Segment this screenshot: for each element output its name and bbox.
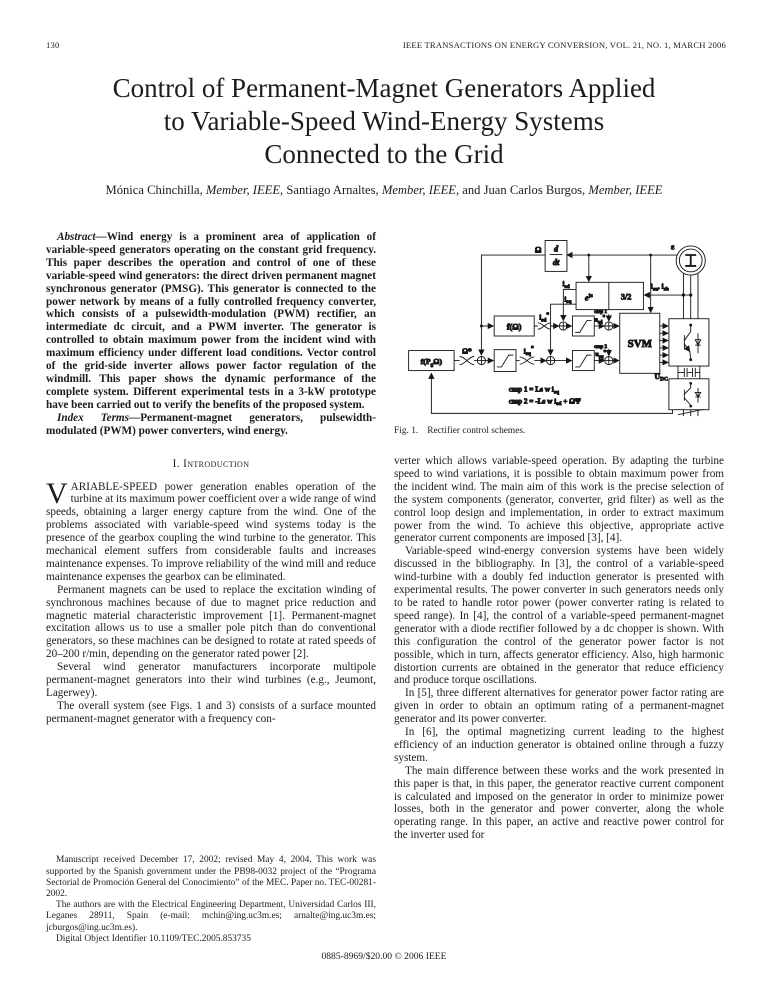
first-page-footnote	[46, 855, 376, 945]
isd-ref-label: $i_{sd}^*$	[539, 311, 550, 324]
drop-cap: V	[46, 476, 68, 510]
svg-text:SVM: SVM	[627, 337, 652, 350]
right-column	[394, 231, 724, 945]
generator-icon	[676, 246, 705, 275]
udc-label: $U_{DC}$	[654, 371, 668, 383]
left-column	[46, 231, 376, 945]
svg-text:isd: $i_{sd}$	[562, 279, 570, 290]
fomega-block	[494, 316, 534, 336]
intro-paragraph-1	[46, 476, 376, 584]
member-tag-1: Member, IEEE	[205, 183, 281, 197]
journal-header: IEEE TRANSACTIONS ON ENERGY CONVERSION, VOL. 21, NO. 1, MARCH 2006	[402, 40, 726, 50]
svg-text:d: d	[553, 244, 559, 254]
speed-sum-junction	[477, 356, 485, 364]
author-3: , and Juan Carlos Burgos,	[455, 183, 589, 197]
figure-1-caption-text: Rectifier control schemes.	[427, 426, 526, 436]
svg-text:isq: $i_{sq}$	[564, 295, 572, 306]
phase-lines	[644, 273, 698, 319]
paper-title	[0, 72, 768, 171]
ddt-block	[545, 240, 567, 271]
epsilon-label: ε	[670, 242, 675, 252]
intro-paragraph-4: The overall system (see Figs. 1 and 3) consists of a surface mounted permanent-magnet generator with a frequency con-	[46, 699, 376, 725]
rectifier-block	[669, 319, 709, 366]
section-heading-introduction: I. Introduction	[172, 457, 250, 470]
copyright-footer: 0885-8969/$20.00 © 2006 IEEE	[321, 951, 447, 962]
usq-ref-label: $u_{sq}^*$	[595, 350, 607, 360]
saturation-icon	[520, 357, 535, 364]
title-line-3: Connected to the Grid	[264, 139, 504, 169]
svg-text:3/2: 3/2	[620, 292, 632, 302]
cmp1-sum-junction	[605, 314, 613, 330]
member-tag-3: Member, IEEE	[588, 183, 663, 197]
cmp2-label: cmp 2	[594, 344, 607, 350]
dc-link-capacitors	[678, 366, 700, 379]
isab-label: $i_{sa}$, $i_{sb}$	[650, 281, 669, 293]
cmp2-equation: cmp 2 = -Ls w $i_{sd} + \Omega\Psi$	[508, 397, 581, 408]
svg-text:dt: dt	[552, 258, 560, 268]
cmp1-equation: cmp 1 = Ls w $i_{sq}$	[508, 385, 560, 396]
running-header	[46, 40, 726, 50]
figure-1-diagram	[394, 235, 729, 417]
isd-pi-block	[572, 316, 594, 336]
grid-connection	[678, 409, 703, 416]
body-paragraph-1: verter which allows variable-speed operation. By adapting the turbine speed to wind variations, it is possible to obtain maximum power from the incident wind. The main aim of this work is the precise selection of the system components (generator, converter, grid filter) as well as the control loop design and implementation, in order to extract maximum power from the wind. To achieve this objective, appropriate active generator current components are imposed [3], [4].	[394, 455, 724, 545]
cmp1-label: cmp 1	[594, 310, 607, 316]
omega-ref-label: Ω*	[462, 347, 472, 356]
author-line	[0, 183, 768, 198]
index-terms-text: Permanent-magnet generators, pulsewidth-modulated (PWM) power converters, wind energy.	[46, 411, 376, 437]
footnote-doi: Digital Object Identifier 10.1109/TEC.2005.853735	[56, 933, 251, 944]
footnote-affiliation: The authors are with the Electrical Engineering Department, Universidad Carlos III, Leganes 28911, Spain (e-mail: mchin@ing.uc3m.es; arnalte@ing.uc3m.es; jcburgos@ing.uc3m.es).	[46, 900, 376, 933]
svg-text:f(Ω): f(Ω)	[506, 322, 522, 332]
index-terms	[46, 412, 376, 438]
title-line-2: to Variable-Speed Wind-Energy Systems	[163, 106, 605, 136]
index-terms-label: Index Terms—	[57, 411, 141, 424]
page-number: 130	[46, 40, 60, 50]
abstract	[46, 231, 376, 412]
svm-gate-arrows	[660, 326, 668, 362]
footnote-manuscript: Manuscript received December 17, 2002; revised May 4, 2004. This work was supported by the Spanish government under the PB98-0032 project of the “Programa Sectorial de Promoción General del Conocimiento” of the MEC. Paper no. TEC-00281-2002.	[46, 855, 376, 899]
column-spacer	[46, 726, 376, 856]
isq-ref-label: $i_{sq}^*$	[523, 345, 534, 358]
member-tag-2: Member, IEEE	[381, 183, 456, 197]
omega-feedback-line	[481, 255, 545, 358]
author-1: Mónica Chinchilla,	[105, 183, 206, 197]
isd-sum-junction	[559, 322, 567, 330]
saturation-icon	[538, 323, 551, 329]
intro-paragraph-3: Several wind generator manufacturers incorporate multipole permanent-magnet generators into their wind turbines (e.g., Jeumont, Lagerwey).	[46, 661, 376, 699]
abstract-label: Abstract—	[57, 231, 107, 243]
usd-ref-label: $u_{sd}^*$	[594, 315, 606, 326]
body-paragraph-3: In [5], three different alternatives for generator power factor rating are given in order to obtain an optimum rating of a permanent-magnet generator and its power converter.	[394, 687, 724, 726]
figure-1-tag: Fig. 1.	[394, 426, 419, 436]
intro-paragraph-2: Permanent magnets can be used to replace the excitation winding of synchronous machines because of due to magnet price reduction and magnetic material characteristic improvement [1]. Permanent-magnet excitation allows us to use a smaller pole pitch than do conventional generators, so these machines can be designed to rotate at rated speeds of 20–200 r/min, depending on the generator rated power [2].	[46, 583, 376, 661]
park-transform-block	[576, 282, 643, 309]
abstract-text: Wind energy is a prominent area of application of variable-speed generators operating on the constant grid frequency. This paper describes the operation and control of one of these variable-speed wind generators: the direct driven permanent magnet synchronous generator (PMSG). This generator is connected to the power network by means of a fully controlled frequency converter, which consists of a pulsewidth-modulation (PWM) rectifier, an intermediate dc circuit, and a PWM inverter. The generator is controlled to obtain maximum power from the incident wind with maximum efficiency under different load conditions. Vector control of the grid-side inverter allows power factor regulation of the windmill. This paper shows the dynamic performance of the complete system. Different experimental tests in a 3-kW prototype have been carried out to verify the benefits of the proposed system.	[46, 231, 376, 411]
speed-pi-block	[494, 350, 516, 372]
saturation-icon	[460, 356, 475, 364]
intro-paragraph-1-text: power generation enables operation of the turbine at its maximum power coefficient over a wide range of wind speeds, obtaining a larger energy capture from the wind. One of the problems associated with variable-speed wind systems today is the presence of the gearbox coupling the wind turbine to the generator. This mechanical element suffers from considerable faults and increases maintenance expenses. To improve reliability of the wind mill and reduce maintenance expenses the gearbox can be eliminated.	[46, 480, 376, 583]
body-paragraph-4: In [6], the optimal magnetizing current leading to the highest efficiency of an induction generator is obtained online through a fuzzy system.	[394, 726, 724, 764]
figure-1	[394, 235, 724, 437]
svg-text:f(PgΩ): $f(P_g\Omega)$	[420, 357, 443, 369]
two-column-body	[46, 231, 724, 945]
svg-text:ejε: $e^{j\varepsilon}$	[584, 292, 593, 303]
fpg-block	[409, 351, 455, 371]
title-line-1: Control of Permanent-Magnet Generators Applied	[112, 73, 656, 103]
isq-pi-block	[572, 351, 594, 371]
inverter-block	[669, 379, 709, 410]
body-paragraph-2: Variable-speed wind-energy conversion systems have been widely discussed in the bibliography. In [3], the control of a variable-speed wind-turbine with a doubly fed induction generator is presented with experimental results. The power converter in such generators needs only to be rated to handle rotor power (power converter rating is related to speed range). In [4], the control of a variable-speed permanent-magnet generator with a diode rectifier followed by a dc chopper is shown. With this configuration the control of the generator power factor is not possible, which in turn, affects generator efficiency. Also, high harmonic distortion currents are obtained in the generator that reduce efficiency and produce torque oscillations.	[394, 545, 724, 687]
intro-lead-word: ARIABLE-SPEED	[70, 480, 158, 493]
author-2: , Santiago Arnaltes,	[280, 183, 382, 197]
isq-sum-junction	[546, 356, 554, 364]
body-paragraph-5: The main difference between these works and the work presented in this paper is that, in this paper, the generator reactive current component is calculated and imposed on the generator in order to minimize power losses, both in the generator and power converter, along the whole operating range. In this paper, an active and reactive power control for the inverter used for	[394, 764, 724, 842]
omega-label: Ω	[534, 245, 542, 255]
svm-block	[620, 313, 660, 373]
figure-1-caption	[394, 426, 724, 437]
